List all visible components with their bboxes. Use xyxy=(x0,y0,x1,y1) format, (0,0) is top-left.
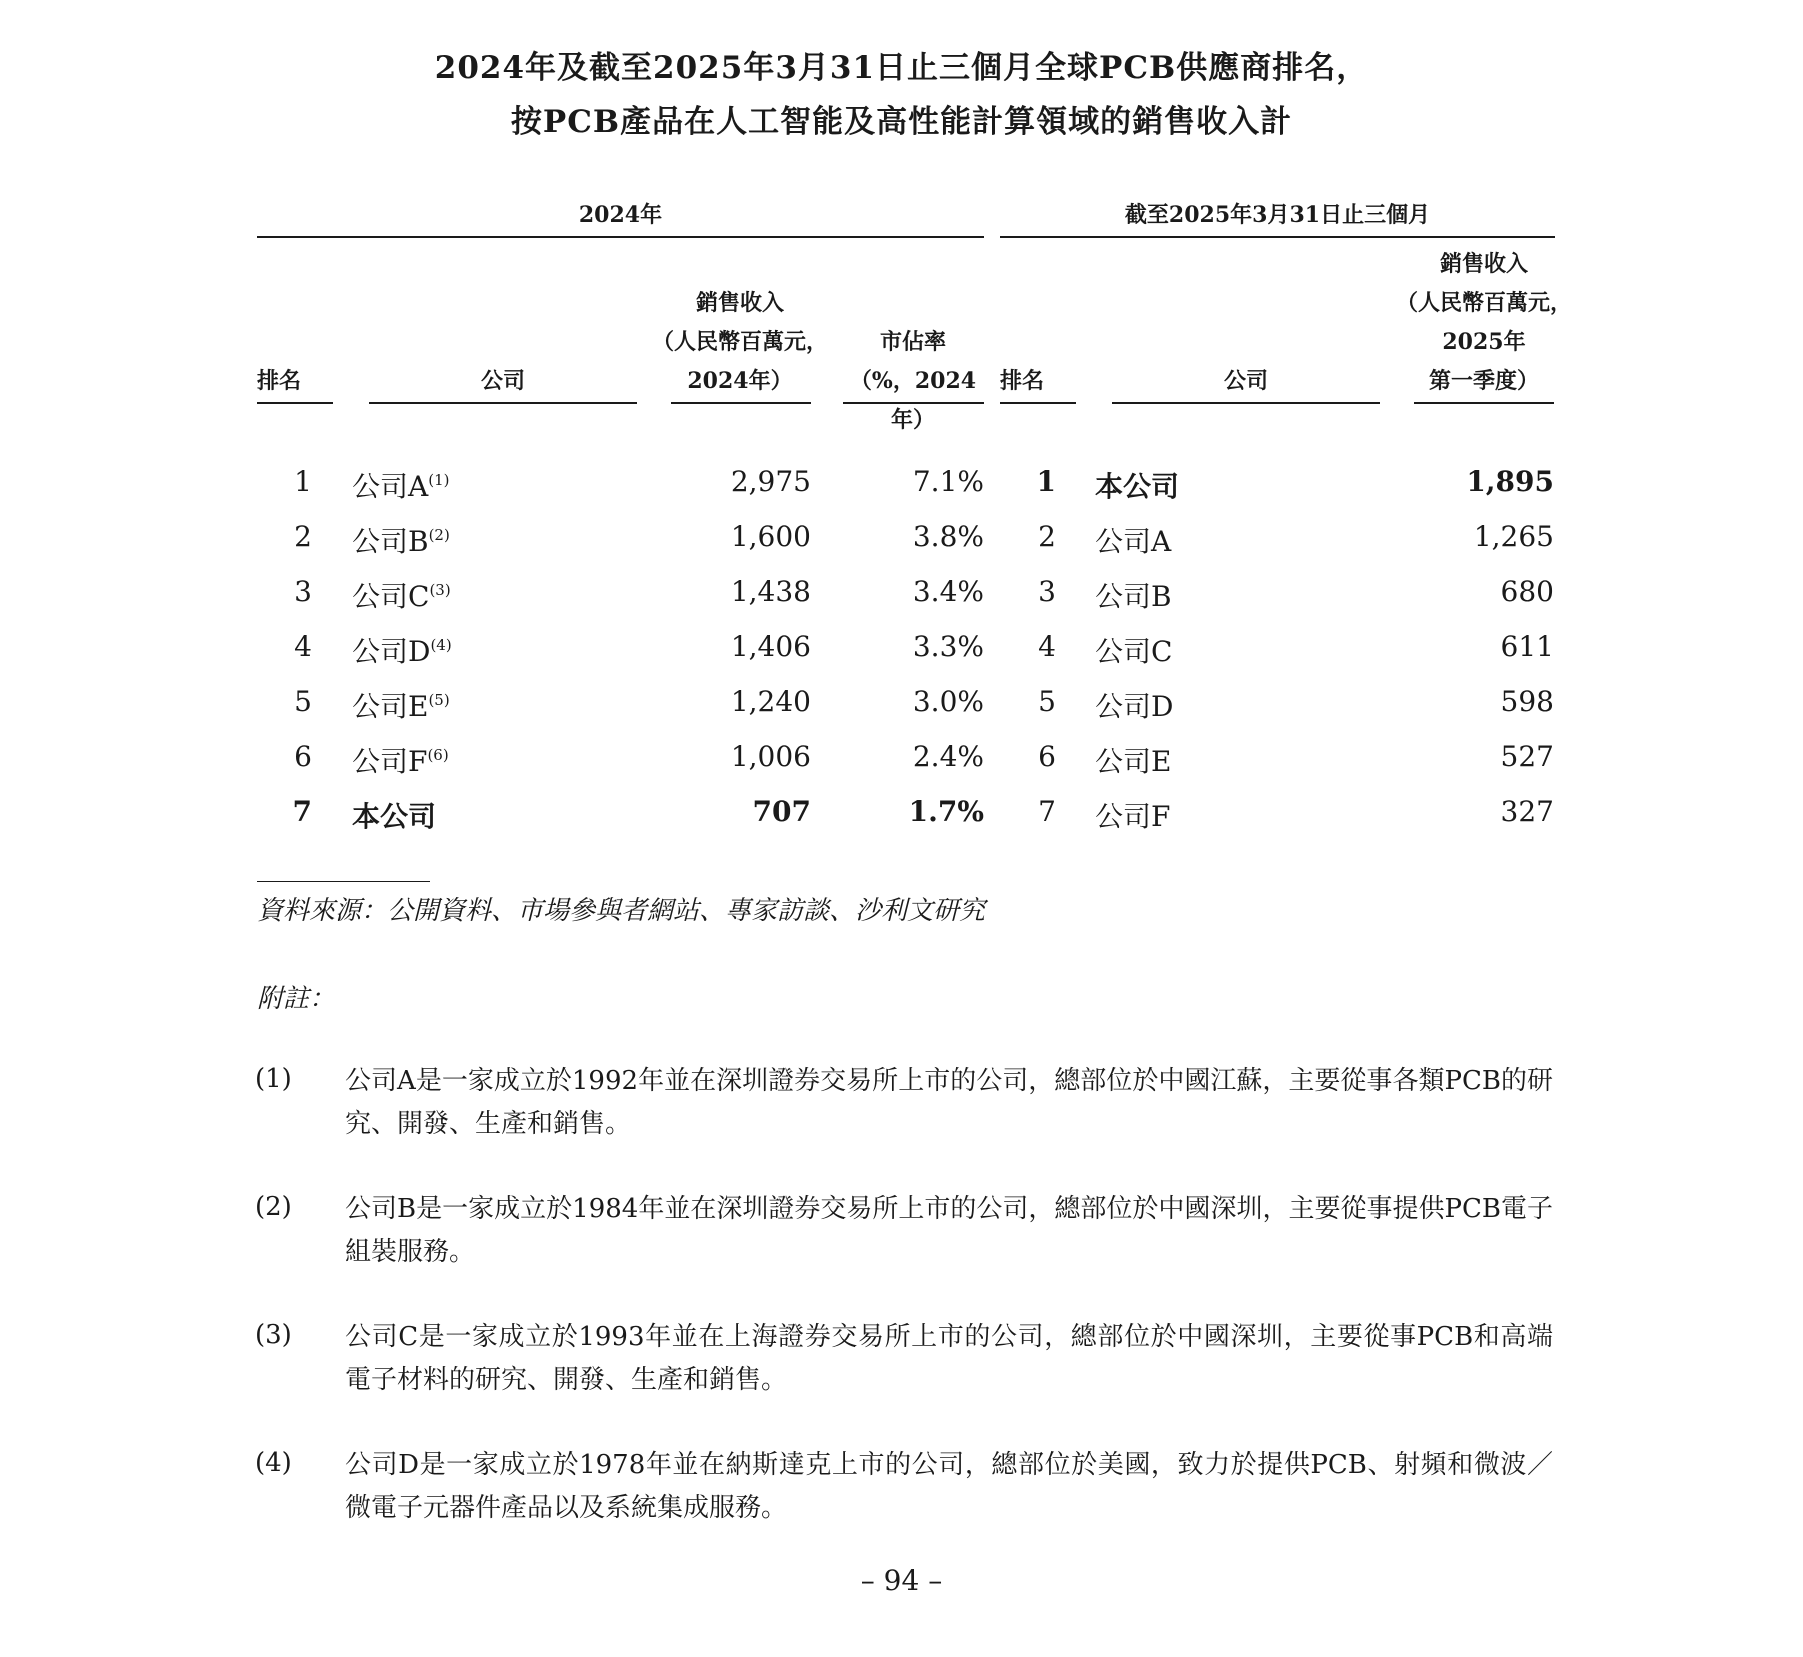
left-group-title: 2024年 xyxy=(578,202,663,228)
left-company-name: 公司C xyxy=(352,580,430,613)
left-rank-cell: 6 xyxy=(294,740,312,773)
left-company-name: 公司B xyxy=(352,525,429,558)
left-revenue-cell: 1,006 xyxy=(730,740,811,773)
note-4-text: 公司D是一家成立於1978年並在納斯達克上市的公司，總部位於美國，致力於提供PCB、射頻和微波／微電子元器件產品以及系統集成服務。 xyxy=(345,1450,1553,1523)
left-company-name: 公司D xyxy=(352,635,431,668)
right-col-revenue-header-4: 第一季度） xyxy=(1428,368,1539,394)
notes-label: 附註： xyxy=(257,984,336,1014)
right-col-revenue-header-1: 銷售收入 xyxy=(1439,251,1528,277)
left-col-revenue-rule xyxy=(671,402,811,404)
left-company-cell xyxy=(352,630,452,670)
right-company-cell: 公司C xyxy=(1095,635,1173,668)
left-group-rule xyxy=(257,236,984,238)
right-group-rule xyxy=(1000,236,1555,238)
note-1-number: (1) xyxy=(255,1064,292,1094)
left-col-revenue-header-2: （人民幣百萬元， xyxy=(651,329,828,355)
source-rule xyxy=(257,881,430,882)
right-revenue-cell: 1,895 xyxy=(1466,465,1554,498)
left-company-name: 公司F xyxy=(352,745,428,778)
left-share-cell: 1.7% xyxy=(908,795,984,828)
right-rank-cell: 5 xyxy=(1038,685,1056,718)
left-col-share-header-1: 市佔率 xyxy=(879,329,946,355)
left-revenue-cell: 1,406 xyxy=(730,630,811,663)
note-1-text: 公司A是一家成立於1992年並在深圳證券交易所上市的公司，總部位於中國江蘇，主要從事各類PCB的研究、開發、生產和銷售。 xyxy=(345,1066,1553,1139)
left-col-company-header: 公司 xyxy=(480,368,525,394)
page-title-line-2: 按PCB產品在人工智能及高性能計算領域的銷售收入計 xyxy=(510,104,1293,140)
left-col-rank-rule xyxy=(257,402,333,404)
left-company-name: 公司E xyxy=(352,690,429,723)
left-col-company-rule xyxy=(369,402,637,404)
page-number: – 94 – xyxy=(860,1564,943,1597)
right-rank-cell: 3 xyxy=(1038,575,1056,608)
right-rank-cell: 4 xyxy=(1038,630,1056,663)
left-revenue-cell: 707 xyxy=(752,795,811,828)
right-col-company-rule xyxy=(1112,402,1380,404)
right-company-cell: 公司E xyxy=(1095,745,1172,778)
right-col-revenue-rule xyxy=(1414,402,1554,404)
left-share-cell: 7.1% xyxy=(912,465,984,498)
right-rank-cell: 1 xyxy=(1036,465,1056,498)
footnote-marker: (2) xyxy=(428,526,450,544)
footnote-marker: (5) xyxy=(428,691,450,709)
right-company-cell: 公司A xyxy=(1095,525,1172,558)
left-company-cell xyxy=(352,795,436,835)
note-2-number: (2) xyxy=(255,1192,292,1222)
left-company-name: 公司A xyxy=(352,470,429,503)
left-company-cell xyxy=(352,685,450,725)
left-company-cell xyxy=(352,740,449,780)
left-share-cell: 3.8% xyxy=(912,520,984,553)
note-4-number: (4) xyxy=(255,1448,292,1478)
left-rank-cell: 1 xyxy=(294,465,312,498)
right-col-rank-header: 排名 xyxy=(1000,368,1045,394)
left-rank-cell: 5 xyxy=(294,685,312,718)
right-company-cell: 本公司 xyxy=(1095,470,1180,503)
left-share-cell: 3.4% xyxy=(912,575,984,608)
right-company-cell: 公司D xyxy=(1095,690,1174,723)
left-share-cell: 2.4% xyxy=(912,740,984,773)
right-col-revenue-header-2: （人民幣百萬元， xyxy=(1395,290,1572,316)
right-col-rank-rule xyxy=(1000,402,1076,404)
note-3-text: 公司C是一家成立於1993年並在上海證券交易所上市的公司，總部位於中國深圳，主要從事PCB和高端電子材料的研究、開發、生產和銷售。 xyxy=(345,1322,1553,1395)
right-revenue-cell: 680 xyxy=(1500,575,1554,608)
left-col-share-header-2: （%，2024年） xyxy=(849,368,977,433)
left-company-cell xyxy=(352,520,450,560)
left-rank-cell: 2 xyxy=(294,520,312,553)
note-3-number: (3) xyxy=(255,1320,292,1350)
left-col-revenue-header-1: 銷售收入 xyxy=(695,290,784,316)
footnote-marker: (4) xyxy=(430,636,452,654)
left-revenue-cell: 1,600 xyxy=(730,520,811,553)
right-revenue-cell: 527 xyxy=(1500,740,1554,773)
left-col-share-rule xyxy=(843,402,984,404)
source-text: 資料來源：公開資料、市場參與者網站、專家訪談、沙利文研究 xyxy=(257,896,986,926)
left-rank-cell: 7 xyxy=(292,795,312,828)
left-rank-cell: 4 xyxy=(294,630,312,663)
right-rank-cell: 2 xyxy=(1038,520,1056,553)
left-share-cell: 3.0% xyxy=(912,685,984,718)
left-company-name: 本公司 xyxy=(352,800,437,833)
footnote-marker: (6) xyxy=(427,746,449,764)
right-revenue-cell: 611 xyxy=(1500,630,1554,663)
left-share-cell: 3.3% xyxy=(912,630,984,663)
right-revenue-cell: 1,265 xyxy=(1473,520,1554,553)
left-rank-cell: 3 xyxy=(294,575,312,608)
page-title-line-1: 2024年及截至2025年3月31日止三個月全球PCB供應商排名， xyxy=(434,50,1369,86)
right-col-revenue-header-3: 2025年 xyxy=(1442,329,1526,355)
right-rank-cell: 7 xyxy=(1038,795,1056,828)
footnote-marker: (1) xyxy=(428,471,450,489)
left-col-rank-header: 排名 xyxy=(257,368,302,394)
right-revenue-cell: 598 xyxy=(1500,685,1554,718)
left-revenue-cell: 1,240 xyxy=(730,685,811,718)
left-col-revenue-header-3: 2024年） xyxy=(687,368,793,394)
left-company-cell xyxy=(352,575,451,615)
right-group-title: 截至2025年3月31日止三個月 xyxy=(1124,202,1431,228)
left-company-cell xyxy=(352,465,449,505)
right-rank-cell: 6 xyxy=(1038,740,1056,773)
left-revenue-cell: 2,975 xyxy=(730,465,811,498)
right-col-company-header: 公司 xyxy=(1223,368,1268,394)
right-company-cell: 公司B xyxy=(1095,580,1172,613)
right-revenue-cell: 327 xyxy=(1500,795,1554,828)
left-revenue-cell: 1,438 xyxy=(730,575,811,608)
right-company-cell: 公司F xyxy=(1095,800,1171,833)
note-2-text: 公司B是一家成立於1984年並在深圳證券交易所上市的公司，總部位於中國深圳，主要從事提供PCB電子組裝服務。 xyxy=(345,1194,1553,1267)
footnote-marker: (3) xyxy=(429,581,451,599)
